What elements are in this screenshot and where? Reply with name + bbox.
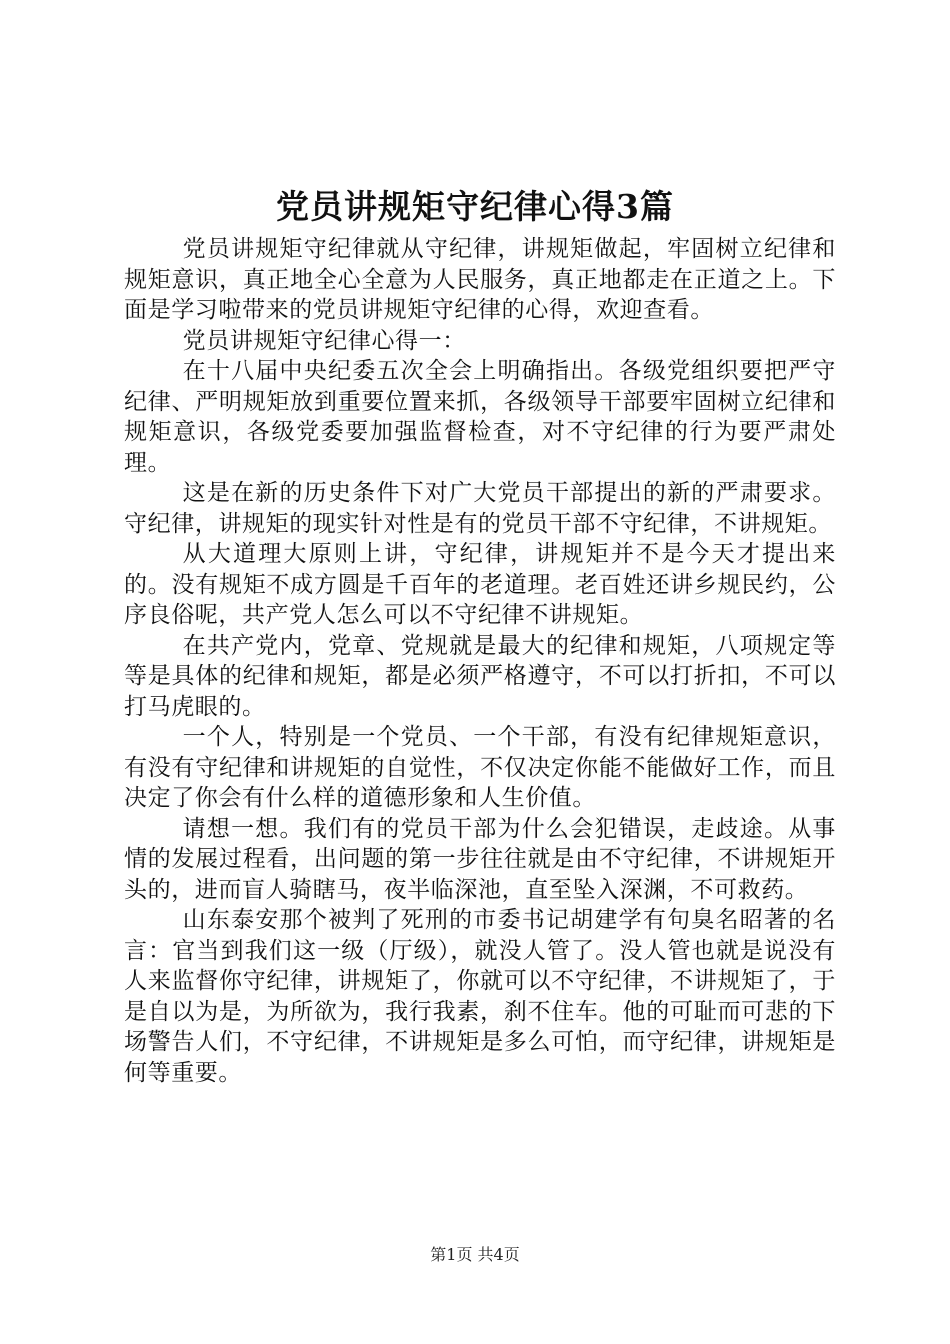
paragraph: 在十八届中央纪委五次全会上明确指出。各级党组织要把严守纪律、严明规矩放到重要位置来抓，各级领导干部要牢固树立纪律和规矩意识，各级党委要加强监督检查，对不守纪律的行为要严肃处理。 <box>124 358 836 476</box>
paragraph: 在共产党内，党章、党规就是最大的纪律和规矩，八项规定等等是具体的纪律和规矩，都是必须严格遵守，不可以打折扣，不可以打马虎眼的。 <box>124 632 836 720</box>
paragraph: 这是在新的历史条件下对广大党员干部提出的新的严肃要求。守纪律，讲规矩的现实针对性是有的党员干部不守纪律，不讲规矩。 <box>124 480 836 537</box>
paragraph: 山东泰安那个被判了死刑的市委书记胡建学有句臭名昭著的名言：官当到我们这一级（厅级），就没人管了。没人管也就是说没有人来监督你守纪律，讲规矩了，你就可以不守纪律，不讲规矩了，于是自以为是，为所欲为，我行我素，刹不住车。他的可耻而可悲的下场警告人们，不守纪律，不讲规矩是多么可怕，而守纪律，讲规矩是何等重要。 <box>124 907 836 1086</box>
section-heading-one: 党员讲规矩守纪律心得一： <box>182 327 466 354</box>
paragraph: 一个人，特别是一个党员、一个干部，有没有纪律规矩意识，有没有守纪律和讲规矩的自觉性，不仅决定你能不能做好工作，而且决定了你会有什么样的道德形象和人生价值。 <box>124 724 836 811</box>
document-body <box>124 234 836 1088</box>
document-title: 党员讲规矩守纪律心得3篇 <box>276 187 674 226</box>
page-footer: 第1页 共4页 <box>430 1245 520 1264</box>
paragraph: 从大道理大原则上讲，守纪律，讲规矩并不是今天才提出来的。没有规矩不成方圆是千百年的老道理。老百姓还讲乡规民约，公序良俗呢，共产党人怎么可以不守纪律不讲规矩。 <box>124 541 836 628</box>
paragraph-intro: 党员讲规矩守纪律就从守纪律，讲规矩做起，牢固树立纪律和规矩意识，真正地全心全意为人民服务，真正地都走在正道之上。下面是学习啦带来的党员讲规矩守纪律的心得，欢迎查看。 <box>124 236 836 323</box>
paragraph: 请想一想。我们有的党员干部为什么会犯错误，走歧途。从事情的发展过程看，出问题的第一步往往就是由不守纪律，不讲规矩开头的，进而盲人骑瞎马，夜半临深池，直至坠入深渊，不可救药。 <box>124 815 836 903</box>
